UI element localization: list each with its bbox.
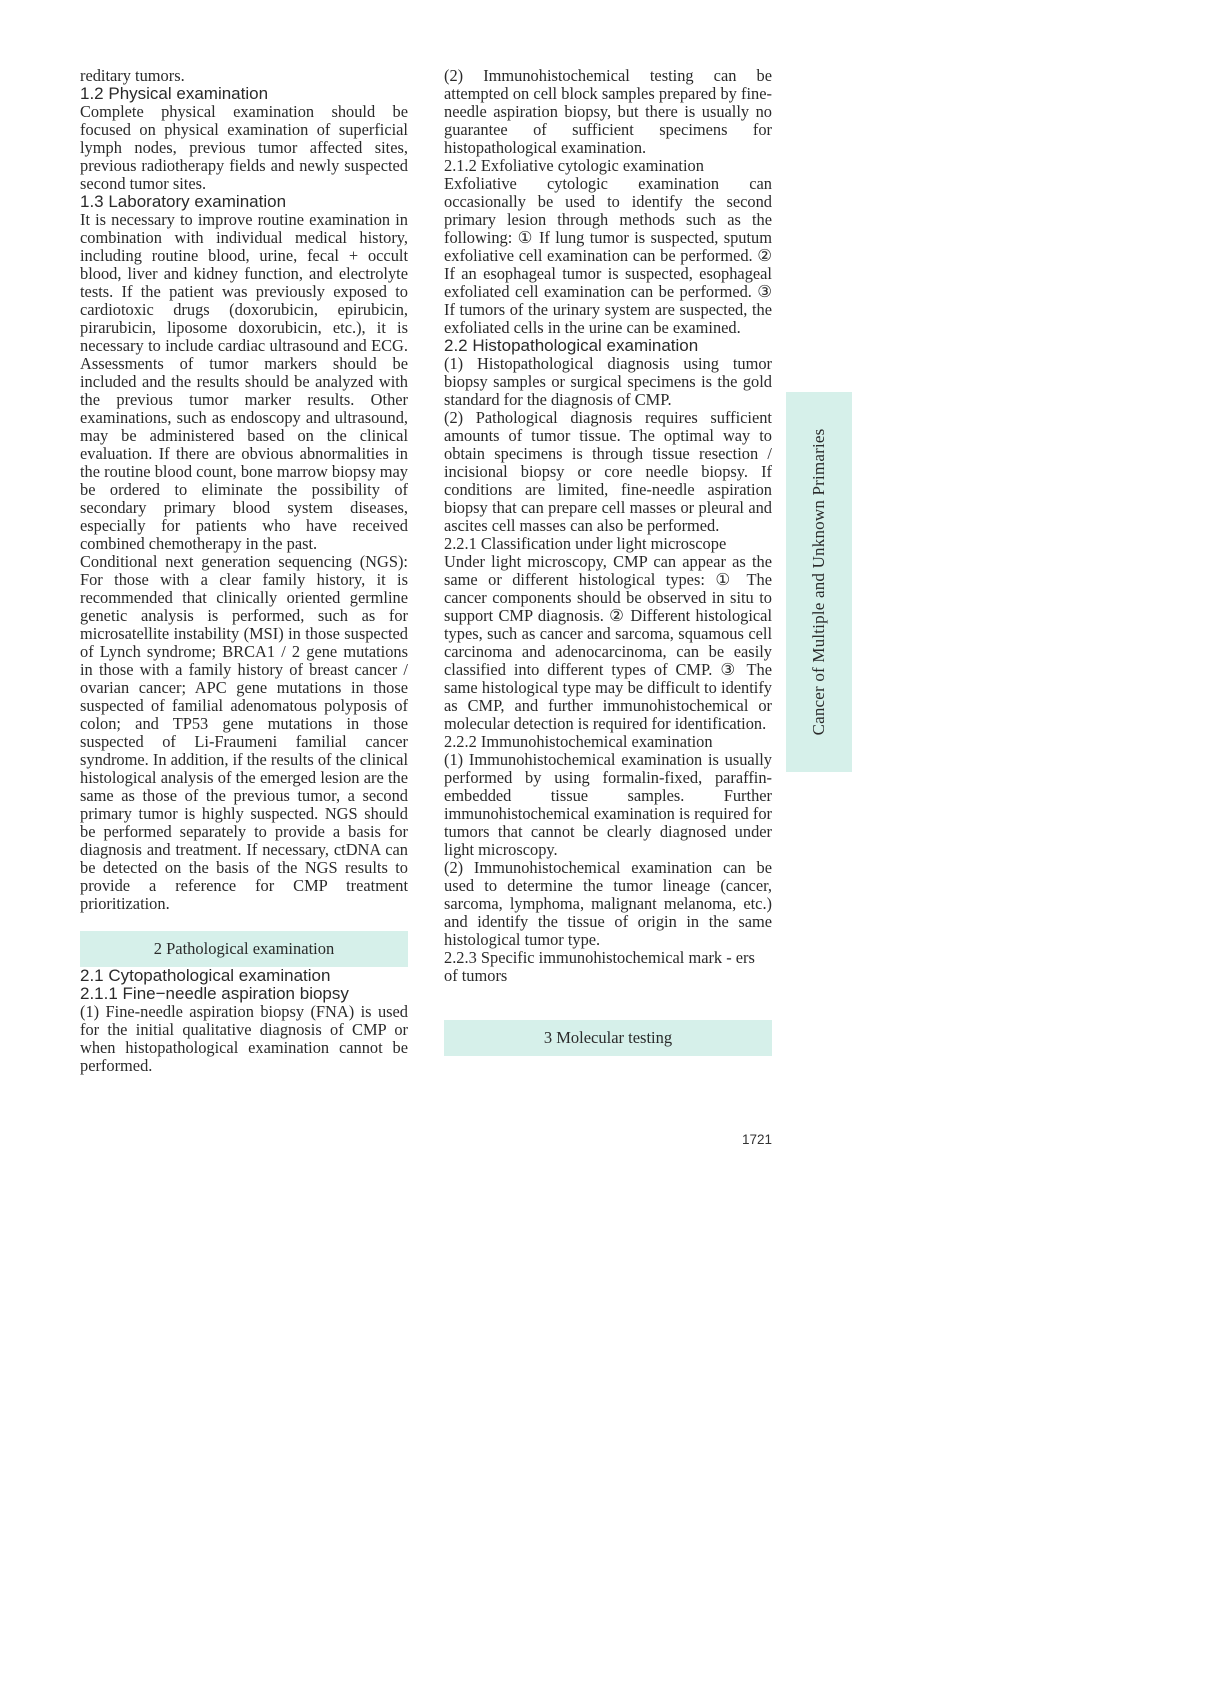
- heading-histopathological-examination: 2.2 Histopathological examination: [444, 336, 699, 355]
- heading-laboratory-examination: 1.3 Laboratory examination: [80, 192, 287, 211]
- immunohistochemical-body-2: (2) Immunohistochemical examination can be used to determine the tumor lineage (cancer, sarcoma, lymphoma, malignant melanoma, etc.) and identify the tissue of origin in the same histological tumor type.: [444, 858, 772, 949]
- laboratory-examination-body: It is necessary to improve routine examination in combination with individual medical history, including routine blood, urine, fecal + occult blood, liver and kidney function, and electrolyte tests. If the patient was previously exposed to cardiotoxic drugs (doxorubicin, epirubicin, pirarubicin, liposome doxorubicin, etc.), it is necessary to include cardiac ultrasound and ECG. Assessments of tumor markers should be included and the results should be analyzed with the previous tumor marker results. Other examinations, such as endoscopy and ultrasound, may be administered based on the clinical evaluation. If there are obvious abnormalities in the routine blood count, bone marrow biopsy may be ordered to eliminate the possibility of secondary primary blood system diseases, especially for patients who have received combined chemotherapy in the past.: [80, 210, 408, 553]
- histopathological-body-1: (1) Histopathological diagnosis using tumor biopsy samples or surgical specimens is the gold standard for the diagnosis of CMP.: [444, 354, 772, 409]
- section-heading-pathological-examination: 2 Pathological examination: [80, 931, 408, 967]
- exfoliative-cytologic-body: Exfoliative cytologic examination can occasionally be used to identify the second primary lesion through methods such as the following: ① If lung tumor is suspected, sputum exfoliative cell examination can be performed. ② If an esophageal tumor is suspected, esophageal exfoliated cell examination can be performed. ③ If tumors of the urinary system are suspected, the exfoliated cells in the urine can be examined.: [444, 174, 772, 337]
- histopathological-body-2: (2) Pathological diagnosis requires sufficient amounts of tumor tissue. The optimal way to obtain specimens is through tissue resection / incisional biopsy or core needle biopsy. If conditions are limited, fine-needle aspiration biopsy that can prepare cell masses or pleural and ascites cell masses can also be performed.: [444, 408, 772, 535]
- right-column: [444, 67, 772, 1056]
- heading-classification-light-microscope: 2.2.1 Classification under light microscope: [444, 534, 727, 553]
- immunohistochemical-body-1: (1) Immunohistochemical examination is usually performed by using formalin-fixed, paraffin-embedded tissue samples. Further immunohistochemical examination is required for tumors that cannot be clearly diagnosed under light microscopy.: [444, 750, 772, 859]
- heading-exfoliative-cytologic-examination: 2.1.2 Exfoliative cytologic examination: [444, 156, 704, 175]
- heading-physical-examination: 1.2 Physical examination: [80, 84, 269, 103]
- left-column: [80, 67, 408, 1075]
- ngs-paragraph: Conditional next generation sequencing (NGS): For those with a clear family history, it is recommended that clinically oriented germline genetic analysis is performed, such as for microsatellite instability (MSI) in those suspected of Lynch syndrome; BRCA1 / 2 gene mutations in those with a family history of breast cancer / ovarian cancer; APC gene mutations in those suspected of familial adenomatous polyposis of colon; and TP53 gene mutations in those suspected of Li-Fraumeni familial cancer syndrome. In addition, if the results of the clinical histological analysis of the emerged lesion are the same as those of the previous tumor, a second primary tumor is highly suspected. NGS should be performed separately to provide a basis for diagnosis and treatment. If necessary, ctDNA can be detected on the basis of the NGS results to provide a reference for CMP treatment prioritization.: [80, 552, 408, 913]
- heading-specific-immunohistochemical-markers: 2.2.3 Specific immunohistochemical mark - ers of tumors: [444, 948, 755, 985]
- chapter-side-tab: [786, 392, 852, 772]
- spacer: [80, 913, 408, 931]
- spacer: [444, 985, 772, 1020]
- immunohistochemical-testing-body: (2) Immunohistochemical testing can be attempted on cell block samples prepared by fine-needle aspiration biopsy, but there is usually no guarantee of sufficient specimens for histopathological examination.: [444, 66, 772, 157]
- heading-cytopathological-examination: 2.1 Cytopathological examination: [80, 966, 331, 985]
- heading-fine-needle-aspiration-biopsy: 2.1.1 Fine−needle aspiration biopsy: [80, 984, 349, 1003]
- chapter-title: Cancer of Multiple and Unknown Primaries: [809, 428, 828, 736]
- classification-body: Under light microscopy, CMP can appear as the same or different histological types: ① The cancer components should be observed in situ to support CMP diagnosis. ② Different histological types, such as cancer and sarcoma, squamous cell carcinoma and adenocarcinoma, can be easily classified into different types of CMP. ③ The same histological type may be difficult to identify as CMP, and further immunohistochemical or molecular detection is required for identification.: [444, 552, 772, 733]
- page-number: 1721: [741, 1132, 772, 1147]
- physical-examination-body: Complete physical examination should be focused on physical examination of superficial lymph nodes, previous tumor affected sites, previous radiotherapy fields and newly suspected second tumor sites.: [80, 102, 408, 193]
- section-heading-molecular-testing: 3 Molecular testing: [444, 1020, 772, 1056]
- heading-immunohistochemical-examination: 2.2.2 Immunohistochemical examination: [444, 732, 713, 751]
- intro-tail-text: reditary tumors.: [80, 66, 185, 85]
- fna-body: (1) Fine-needle aspiration biopsy (FNA) is used for the initial qualitative diagnosis of CMP or when histopathological examination cannot be performed.: [80, 1002, 408, 1075]
